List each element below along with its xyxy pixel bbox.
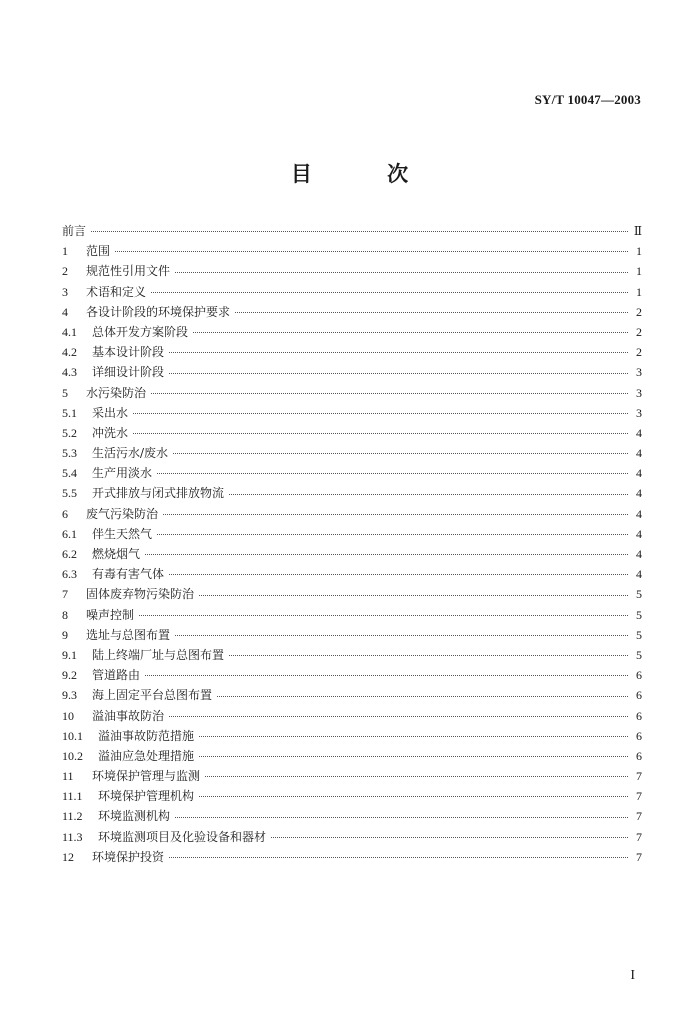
toc-entry-page: 5 [636,607,642,622]
toc-entry-number: 5.1 [62,405,77,420]
toc-entry-number: 10 [62,708,74,723]
toc-entry-title: 各设计阶段的环境保护要求 [86,304,231,319]
toc-entry-number: 1 [62,244,68,259]
toc-entry-title: 伴生天然气 [92,526,153,541]
toc-entry-number: 11.2 [62,809,83,824]
toc-entry-number: 11.1 [62,789,83,804]
toc-dot-leader [157,472,628,474]
toc-dot-leader [139,614,628,616]
toc-dot-leader [199,594,628,596]
toc-dot-leader [175,816,628,818]
toc-entry-number: 9.1 [62,647,77,662]
table-of-contents [62,221,642,867]
toc-dot-leader [199,735,628,737]
toc-entry-number: 4 [62,304,68,319]
toc-dot-leader [157,533,628,535]
toc-entry-page: 7 [636,809,642,824]
standard-code: SY/T 10047—2003 [534,92,641,107]
toc-entry-title: 水污染防治 [86,385,147,400]
toc-entry-title: 规范性引用文件 [86,264,171,279]
toc-dot-leader [151,291,628,293]
toc-entry-page: 7 [636,849,642,864]
toc-entry[interactable] [62,302,642,322]
toc-entry-page: 1 [636,264,642,279]
toc-entry-title: 有毒有害气体 [92,567,165,582]
toc-entry-number: 11 [62,769,74,784]
toc-entry-page: 2 [636,324,642,339]
toc-entry-page: 4 [636,526,642,541]
toc-entry[interactable] [62,645,642,665]
toc-entry[interactable] [62,685,642,705]
toc-entry-page: 6 [636,708,642,723]
toc-entry-number: 5.4 [62,466,77,481]
toc-entry-number: 5.5 [62,486,77,501]
toc-dot-leader [145,674,628,676]
toc-entry[interactable] [62,524,642,544]
toc-entry[interactable] [62,504,642,524]
toc-entry-number: 6.1 [62,526,77,541]
toc-entry[interactable] [62,665,642,685]
toc-entry-title: 生活污水/废水 [92,446,169,461]
toc-entry[interactable] [62,423,642,443]
toc-entry-title: 详细设计阶段 [92,365,165,380]
toc-entry-page: 6 [636,668,642,683]
toc-entry-title: 废气污染防治 [86,506,159,521]
toc-dot-leader [271,836,628,838]
toc-entry-page: 4 [636,425,642,440]
toc-entry[interactable] [62,261,642,281]
toc-entry-title: 选址与总图布置 [86,627,171,642]
toc-dot-leader [229,493,628,495]
toc-entry-title: 采出水 [92,405,129,420]
toc-entry-number: 12 [62,849,74,864]
toc-entry-title: 环境保护管理机构 [98,789,195,804]
toc-entry-title: 基本设计阶段 [92,345,165,360]
toc-entry-page: 3 [636,365,642,380]
toc-entry-title: 海上固定平台总图布置 [92,688,213,703]
toc-entry-number: 5.3 [62,446,77,461]
toc-entry-page: 4 [636,547,642,561]
toc-dot-leader [169,372,628,374]
toc-entry[interactable] [62,827,642,847]
toc-entry-number: 9.3 [62,688,77,703]
toc-entry[interactable] [62,806,642,826]
toc-dot-leader [173,452,628,454]
toc-entry-title: 噪声控制 [86,607,135,622]
toc-dot-leader [169,573,628,575]
toc-entry-page: 6 [636,748,642,763]
toc-entry-title: 溢油事故防范措施 [98,728,195,743]
toc-entry[interactable] [62,766,642,786]
toc-entry-page: 6 [636,728,642,743]
toc-entry-title: 总体开发方案阶段 [92,324,189,339]
toc-entry-title: 环境保护管理与监测 [92,769,201,784]
toc-entry[interactable] [62,241,642,261]
toc-entry-number: 4.3 [62,365,77,380]
toc-entry[interactable] [62,786,642,806]
toc-entry-number: 2 [62,264,68,279]
toc-dot-leader [115,250,628,252]
toc-entry-title: 固体废弃物污染防治 [86,587,195,602]
toc-entry-number: 9 [62,627,68,642]
toc-entry-title: 溢油应急处理措施 [98,748,195,763]
toc-entry-number: 5 [62,385,68,400]
toc-entry-page: 4 [636,506,642,521]
toc-dot-leader [193,331,628,333]
toc-dot-leader [169,715,628,717]
toc-dot-leader [145,553,628,555]
toc-dot-leader [133,412,628,414]
toc-entry-title: 管道路由 [92,668,141,683]
toc-dot-leader [151,392,628,394]
toc-entry-page: 2 [636,345,642,360]
toc-entry[interactable] [62,726,642,746]
toc-entry-title: 陆上终端厂址与总图布置 [92,647,225,662]
toc-entry-page: 4 [636,567,642,582]
toc-dot-leader [229,654,628,656]
toc-dot-leader [199,795,628,797]
toc-entry-title: 术语和定义 [86,284,147,299]
page-number: I [630,968,635,983]
toc-entry[interactable] [62,443,642,463]
toc-entry[interactable] [62,282,642,302]
toc-entry-page: 5 [636,587,642,602]
toc-entry-page: 1 [636,284,642,299]
toc-entry[interactable] [62,625,642,645]
toc-entry[interactable] [62,221,642,241]
toc-entry-page: 4 [636,466,642,481]
toc-entry[interactable] [62,847,642,867]
toc-entry[interactable] [62,706,642,726]
toc-dot-leader [205,775,628,777]
toc-dot-leader [169,856,628,858]
toc-entry-title: 环境监测项目及化验设备和器材 [98,829,267,844]
toc-entry-title: 生产用淡水 [92,466,153,481]
toc-entry-page: 2 [636,304,642,319]
toc-entry-number: 6.2 [62,547,77,561]
toc-dot-leader [91,230,628,232]
toc-dot-leader [199,755,628,757]
toc-entry-title: 前言 [62,224,87,238]
toc-entry-page: 4 [636,446,642,461]
toc-entry[interactable] [62,564,642,584]
toc-entry[interactable] [62,322,642,342]
toc-entry[interactable] [62,362,642,382]
toc-entry-title: 范围 [86,244,111,259]
toc-entry-page: Ⅱ [633,224,642,238]
toc-entry-number: 10.1 [62,728,83,743]
toc-entry-page: 4 [636,486,642,501]
toc-entry[interactable] [62,463,642,483]
toc-entry-page: 1 [636,244,642,259]
toc-entry[interactable] [62,342,642,362]
toc-entry-number: 4.1 [62,324,77,339]
toc-entry-page: 5 [636,647,642,662]
toc-entry-title: 开式排放与闭式排放物流 [92,486,225,501]
toc-entry[interactable] [62,403,642,423]
toc-entry-number: 8 [62,607,68,622]
toc-entry-page: 3 [636,405,642,420]
toc-entry[interactable] [62,383,642,403]
toc-entry-number: 4.2 [62,345,77,360]
toc-entry-number: 6 [62,506,68,521]
toc-entry-title: 环境监测机构 [98,809,171,824]
toc-entry-title: 冲洗水 [92,425,129,440]
toc-dot-leader [175,634,628,636]
toc-entry-page: 7 [636,769,642,784]
toc-entry-page: 7 [636,829,642,844]
toc-entry-number: 9.2 [62,668,77,683]
toc-entry-number: 10.2 [62,748,83,763]
toc-entry[interactable] [62,544,642,564]
toc-entry[interactable] [62,483,642,503]
toc-entry-number: 3 [62,284,68,299]
toc-entry[interactable] [62,605,642,625]
toc-entry-number: 5.2 [62,425,77,440]
toc-entry-page: 5 [636,627,642,642]
toc-dot-leader [133,432,628,434]
toc-entry-title: 溢油事故防治 [92,708,165,723]
toc-entry[interactable] [62,746,642,766]
toc-entry-number: 11.3 [62,829,83,844]
toc-entry-title: 燃烧烟气 [92,547,141,561]
toc-entry[interactable] [62,584,642,604]
toc-dot-leader [217,695,628,697]
toc-dot-leader [163,513,628,515]
page-title: 目 次 [290,162,443,186]
toc-dot-leader [175,271,628,273]
toc-dot-leader [235,311,628,313]
toc-entry-page: 3 [636,385,642,400]
toc-entry-number: 7 [62,587,68,602]
toc-entry-title: 环境保护投资 [92,849,165,864]
toc-entry-page: 7 [636,789,642,804]
toc-entry-page: 6 [636,688,642,703]
toc-entry-number: 6.3 [62,567,77,582]
toc-dot-leader [169,351,628,353]
